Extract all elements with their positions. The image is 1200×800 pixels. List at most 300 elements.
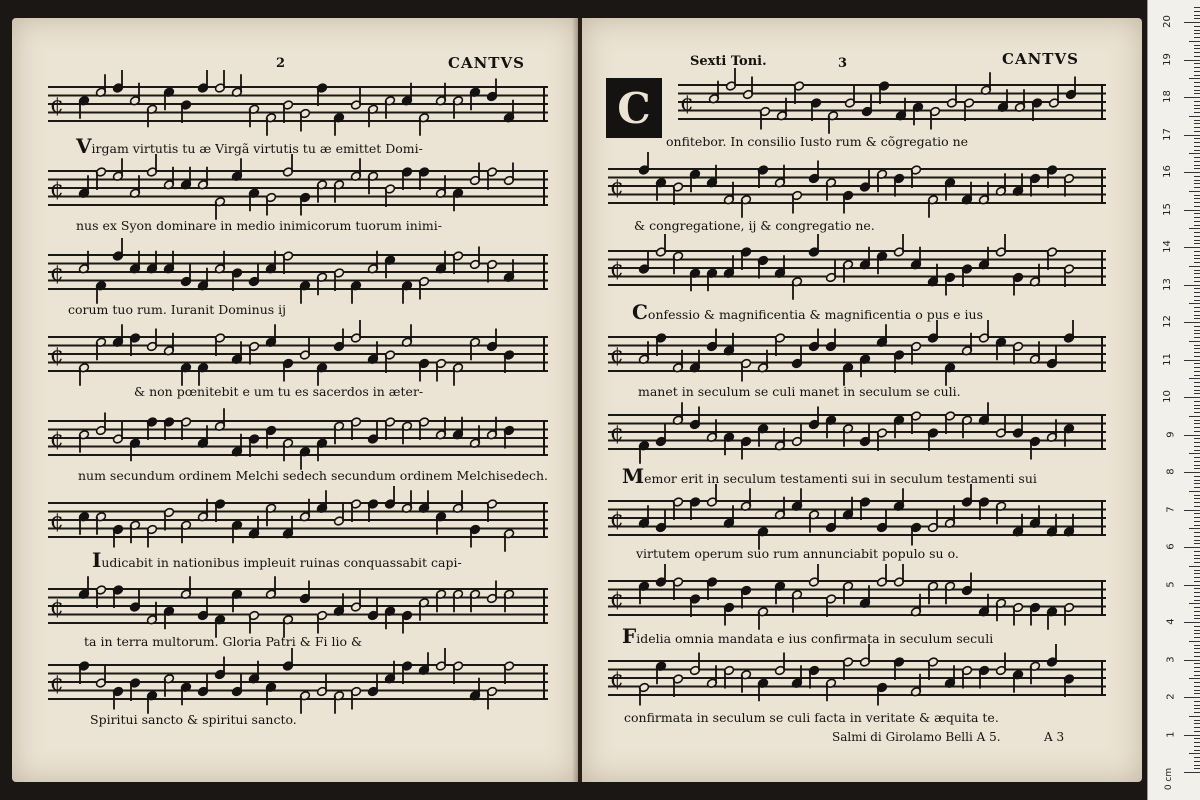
ruler-tick xyxy=(1189,191,1200,192)
music-notes xyxy=(608,400,1106,464)
music-notes xyxy=(608,646,1106,710)
ruler-tick xyxy=(1194,288,1200,289)
ruler-number: 12 xyxy=(1162,315,1174,328)
lyric-text: irgam virtutis tu æ Virgã virtutis tu æ emittet Domi- xyxy=(91,141,423,156)
right-page xyxy=(582,18,1142,782)
ruler-tick xyxy=(1194,146,1200,147)
staff xyxy=(608,414,1106,450)
staff xyxy=(608,336,1106,372)
ruler-tick xyxy=(1194,536,1200,537)
ruler-tick xyxy=(1194,330,1200,331)
music-notes xyxy=(48,240,548,304)
lyric-text: uranit Dominus ij xyxy=(175,302,287,317)
ruler-tick xyxy=(1189,228,1200,229)
ruler-tick xyxy=(1194,168,1200,169)
ruler-tick xyxy=(1189,153,1200,154)
music-notes xyxy=(678,70,1106,134)
ruler-tick xyxy=(1189,78,1200,79)
clef-glyph: ¢ xyxy=(50,93,64,118)
ruler-tick xyxy=(1184,285,1200,286)
lyric-text: emor erit in seculum testamenti sui in seculum testamenti sui xyxy=(644,471,1037,486)
ruler-tick xyxy=(1184,622,1200,623)
ruler-number: 3 xyxy=(1165,655,1177,663)
ruler-tick xyxy=(1189,416,1200,417)
ruler-tick xyxy=(1194,236,1200,237)
clef-glyph: ¢ xyxy=(610,507,624,532)
music-notes xyxy=(48,406,548,470)
ruler-tick xyxy=(1194,637,1200,638)
ruler-number: 13 xyxy=(1162,277,1174,291)
ruler-tick xyxy=(1194,86,1200,87)
ruler-tick xyxy=(1194,738,1200,739)
ruler-tick xyxy=(1194,521,1200,522)
lyric-line xyxy=(68,302,286,317)
ruler-number: 6 xyxy=(1165,543,1177,550)
ruler-number: 10 xyxy=(1162,390,1174,403)
ruler-tick xyxy=(1194,686,1200,687)
ruler-tick xyxy=(1184,772,1200,773)
ruler-tick xyxy=(1194,127,1200,128)
ruler-tick xyxy=(1194,221,1200,222)
ruler-tick xyxy=(1194,427,1200,428)
music-notes xyxy=(48,156,548,220)
staff xyxy=(608,168,1106,204)
clef-glyph: ¢ xyxy=(610,257,624,282)
ruler-tick xyxy=(1194,187,1200,188)
ruler-tick xyxy=(1189,716,1200,717)
ruler-tick xyxy=(1194,645,1200,646)
ruler-tick xyxy=(1194,11,1200,12)
left-page xyxy=(12,18,578,782)
ruler-tick xyxy=(1194,690,1200,691)
ruler-tick xyxy=(1194,498,1200,499)
ruler-tick xyxy=(1194,461,1200,462)
ruler-tick xyxy=(1194,525,1200,526)
ruler-tick xyxy=(1194,198,1200,199)
ruler-tick xyxy=(1194,217,1200,218)
music-notes xyxy=(608,322,1106,386)
measuring-ruler xyxy=(1147,0,1200,800)
ruler-tick xyxy=(1194,52,1200,53)
ruler-number: 1 xyxy=(1165,730,1177,738)
ruler-tick xyxy=(1189,753,1200,754)
ruler-tick xyxy=(1194,506,1200,507)
staff xyxy=(48,254,548,290)
ruler-tick xyxy=(1194,142,1200,143)
ruler-tick xyxy=(1194,667,1200,668)
ruler-tick xyxy=(1194,105,1200,106)
ruler-tick xyxy=(1189,303,1200,304)
ruler-tick xyxy=(1194,555,1200,556)
music-notes xyxy=(608,486,1106,550)
ruler-tick xyxy=(1194,468,1200,469)
ruler-tick xyxy=(1194,15,1200,16)
ruler-tick xyxy=(1184,547,1200,548)
ruler-tick xyxy=(1194,765,1200,766)
ruler-tick xyxy=(1194,202,1200,203)
staff xyxy=(48,664,548,700)
ruler-tick xyxy=(1194,558,1200,559)
ruler-tick xyxy=(1194,45,1200,46)
clef-glyph: ¢ xyxy=(50,509,64,534)
ruler-tick xyxy=(1184,210,1200,211)
ruler-tick xyxy=(1194,195,1200,196)
ruler-tick xyxy=(1189,453,1200,454)
ruler-number: 19 xyxy=(1162,52,1174,66)
ruler-tick xyxy=(1194,476,1200,477)
ruler-tick xyxy=(1189,528,1200,529)
ruler-tick xyxy=(1194,176,1200,177)
ruler-tick xyxy=(1194,82,1200,83)
printer-footer: Salmi di Girolamo Belli A 5. xyxy=(832,730,1001,744)
ruler-tick xyxy=(1194,183,1200,184)
initial-letter: V xyxy=(76,134,92,158)
ruler-tick xyxy=(1194,348,1200,349)
ruler-tick xyxy=(1189,678,1200,679)
ruler-tick xyxy=(1194,573,1200,574)
lyric-line xyxy=(76,218,442,233)
ruler-tick xyxy=(1194,618,1200,619)
clef-glyph: ¢ xyxy=(680,91,694,116)
ruler-tick xyxy=(1194,708,1200,709)
ruler-tick xyxy=(1194,723,1200,724)
ruler-tick xyxy=(1194,731,1200,732)
clef-glyph: ¢ xyxy=(610,175,624,200)
ruler-tick xyxy=(1194,67,1200,68)
ruler-tick xyxy=(1194,633,1200,634)
ruler-tick xyxy=(1194,165,1200,166)
ruler-tick xyxy=(1184,172,1200,173)
clef-glyph: ¢ xyxy=(610,421,624,446)
ruler-tick xyxy=(1194,258,1200,259)
staff xyxy=(48,86,548,122)
ruler-tick xyxy=(1189,566,1200,567)
lyric-text: manet in seculum se culi manet in seculum se culi. xyxy=(638,384,961,399)
ruler-tick xyxy=(1189,641,1200,642)
lyric-text: onfessio & magnificentia & magnificentia o pus e ius xyxy=(647,307,983,322)
lyric-line xyxy=(76,134,423,158)
ruler-tick xyxy=(1194,513,1200,514)
staff xyxy=(48,588,548,624)
ruler-tick xyxy=(1194,240,1200,241)
staff xyxy=(608,660,1106,696)
clef-glyph: ¢ xyxy=(50,595,64,620)
lyric-text: confirmata in seculum se culi facta in veritate & æquita te. xyxy=(624,710,999,725)
ruler-tick xyxy=(1194,465,1200,466)
ruler-tick xyxy=(1194,630,1200,631)
clef-glyph: ¢ xyxy=(610,667,624,692)
ruler-tick xyxy=(1194,615,1200,616)
ruler-tick xyxy=(1194,540,1200,541)
ruler-tick xyxy=(1194,375,1200,376)
ruler-tick xyxy=(1194,675,1200,676)
music-notes xyxy=(608,236,1106,300)
staff xyxy=(608,580,1106,616)
ruler-tick xyxy=(1184,247,1200,248)
ruler-tick xyxy=(1194,663,1200,664)
lyric-text: & congregatione, ij & congregatio ne. xyxy=(634,218,875,233)
ruler-tick xyxy=(1194,206,1200,207)
left-page-number: 2 xyxy=(276,56,287,71)
ruler-tick xyxy=(1194,487,1200,488)
ruler-tick xyxy=(1194,652,1200,653)
initial-letter: F xyxy=(622,624,637,648)
ruler-tick xyxy=(1194,251,1200,252)
ruler-tick xyxy=(1194,93,1200,94)
decorated-initial: C xyxy=(606,78,662,138)
ruler-tick xyxy=(1194,750,1200,751)
clef-glyph: ¢ xyxy=(610,343,624,368)
clef-glyph: ¢ xyxy=(610,587,624,612)
ruler-tick xyxy=(1194,138,1200,139)
lyric-line xyxy=(632,300,983,324)
ruler-tick xyxy=(1194,367,1200,368)
staff xyxy=(48,502,548,538)
ruler-tick xyxy=(1194,712,1200,713)
lyric-line xyxy=(622,624,993,648)
ruler-tick xyxy=(1194,270,1200,271)
ruler-tick xyxy=(1194,761,1200,762)
ruler-tick xyxy=(1194,607,1200,608)
lyric-text: nus ex Syon dominare in medio inimicorum tuorum inimi- xyxy=(76,218,442,233)
clef-glyph: ¢ xyxy=(50,671,64,696)
ruler-tick xyxy=(1194,648,1200,649)
lyric-text: idelia omnia mandata e ius confirmata in seculum seculi xyxy=(636,631,994,646)
staff xyxy=(48,170,548,206)
ruler-tick xyxy=(1184,60,1200,61)
ruler-tick xyxy=(1194,693,1200,694)
music-notes xyxy=(608,566,1106,630)
left-voice-label: CANTVS xyxy=(448,54,525,72)
ruler-tick xyxy=(1194,292,1200,293)
ruler-number: 7 xyxy=(1165,505,1177,513)
ruler-tick xyxy=(1194,401,1200,402)
ruler-tick xyxy=(1194,315,1200,316)
ruler-number: 9 xyxy=(1165,430,1177,438)
ruler-tick xyxy=(1184,322,1200,323)
ruler-tick xyxy=(1194,37,1200,38)
ruler-tick xyxy=(1194,442,1200,443)
ruler-tick xyxy=(1189,41,1200,42)
ruler-number: 2 xyxy=(1165,693,1177,700)
ruler-tick xyxy=(1194,90,1200,91)
music-notes xyxy=(48,650,548,714)
ruler-tick xyxy=(1194,562,1200,563)
lyric-line xyxy=(634,218,875,233)
ruler-tick xyxy=(1194,363,1200,364)
ruler-tick xyxy=(1194,757,1200,758)
ruler-tick xyxy=(1194,746,1200,747)
open-book xyxy=(12,18,1142,782)
lyric-line xyxy=(636,546,959,561)
lyric-line xyxy=(624,710,999,725)
ruler-tick xyxy=(1194,180,1200,181)
lyric-line xyxy=(134,384,423,399)
lyric-text: virtutem operum suo rum annunciabit populo su o. xyxy=(636,546,959,561)
ruler-tick xyxy=(1194,393,1200,394)
ruler-tick xyxy=(1194,150,1200,151)
ruler-tick xyxy=(1194,71,1200,72)
ruler-tick xyxy=(1194,277,1200,278)
ruler-tick xyxy=(1189,603,1200,604)
ruler-tick xyxy=(1194,386,1200,387)
ruler-tick xyxy=(1194,405,1200,406)
ruler-number: 8 xyxy=(1165,468,1177,475)
music-notes xyxy=(48,574,548,638)
ruler-unit-label: 0 cm xyxy=(1164,767,1175,791)
lyric-text: corum tuo rum. I xyxy=(68,302,176,317)
ruler-tick xyxy=(1194,483,1200,484)
ruler-tick xyxy=(1184,660,1200,661)
ruler-tick xyxy=(1194,570,1200,571)
ruler-tick xyxy=(1194,356,1200,357)
lyric-text: num secundum ordinem Melchi sedech secundum ordinem Melchisedech. xyxy=(78,468,548,483)
ruler-tick xyxy=(1194,243,1200,244)
staff xyxy=(48,420,548,456)
ruler-number: 4 xyxy=(1165,618,1177,625)
ruler-tick xyxy=(1194,577,1200,578)
ruler-number: 14 xyxy=(1162,240,1174,253)
ruler-tick xyxy=(1194,502,1200,503)
lyric-text: onfitebor. In consilio Iusto rum & cõgregatio ne xyxy=(666,134,969,149)
clef-glyph: ¢ xyxy=(50,177,64,202)
ruler-tick xyxy=(1194,281,1200,282)
ruler-tick xyxy=(1194,626,1200,627)
ruler-tick xyxy=(1194,543,1200,544)
ruler-number: 17 xyxy=(1162,127,1174,141)
ruler-tick xyxy=(1189,378,1200,379)
ruler-tick xyxy=(1194,720,1200,721)
lyric-line xyxy=(90,712,297,727)
ruler-tick xyxy=(1194,352,1200,353)
ruler-tick xyxy=(1194,446,1200,447)
lyric-text: & non pœnitebit e um tu es sacerdos in æter- xyxy=(134,384,424,399)
ruler-tick xyxy=(1194,63,1200,64)
staff xyxy=(678,84,1106,120)
ruler-tick xyxy=(1194,75,1200,76)
ruler-tick xyxy=(1194,532,1200,533)
ruler-tick xyxy=(1194,656,1200,657)
ruler-tick xyxy=(1194,18,1200,19)
ruler-tick xyxy=(1194,56,1200,57)
ruler-tick xyxy=(1194,273,1200,274)
ruler-tick xyxy=(1194,450,1200,451)
ruler-tick xyxy=(1194,101,1200,102)
ruler-tick xyxy=(1194,592,1200,593)
ruler-tick xyxy=(1194,120,1200,121)
ruler-tick xyxy=(1184,472,1200,473)
lyric-line xyxy=(666,134,968,149)
lyric-line xyxy=(92,548,462,572)
ruler-number: 18 xyxy=(1162,90,1174,103)
ruler-number: 15 xyxy=(1162,202,1174,216)
ruler-tick xyxy=(1194,420,1200,421)
ruler-tick xyxy=(1184,435,1200,436)
staff xyxy=(608,250,1106,286)
right-heading: Sexti Toni. xyxy=(690,54,767,69)
clef-glyph: ¢ xyxy=(50,427,64,452)
ruler-tick xyxy=(1194,326,1200,327)
ruler-tick xyxy=(1189,266,1200,267)
ruler-tick xyxy=(1184,585,1200,586)
ruler-tick xyxy=(1194,108,1200,109)
music-notes xyxy=(48,72,548,136)
ruler-tick xyxy=(1194,431,1200,432)
music-notes xyxy=(608,154,1106,218)
ruler-number: 20 xyxy=(1162,15,1174,28)
ruler-tick xyxy=(1194,727,1200,728)
ruler-tick xyxy=(1194,30,1200,31)
ruler-tick xyxy=(1194,390,1200,391)
right-page-number: 3 xyxy=(838,56,849,71)
ruler-number: 11 xyxy=(1162,352,1174,366)
lyric-line xyxy=(78,468,548,483)
ruler-number: 5 xyxy=(1165,580,1177,588)
ruler-tick xyxy=(1194,255,1200,256)
music-notes xyxy=(48,488,548,552)
ruler-tick xyxy=(1194,333,1200,334)
ruler-tick xyxy=(1194,112,1200,113)
ruler-tick xyxy=(1194,671,1200,672)
ruler-tick xyxy=(1184,510,1200,511)
lyric-line xyxy=(84,634,362,649)
ruler-tick xyxy=(1184,697,1200,698)
ruler-tick xyxy=(1184,397,1200,398)
lyric-line xyxy=(622,464,1037,488)
lyric-line xyxy=(638,384,961,399)
clef-glyph: ¢ xyxy=(50,261,64,286)
lyric-text: udicabit in nationibus impleuit ruinas conquassabit capi- xyxy=(101,555,462,570)
ruler-tick xyxy=(1184,135,1200,136)
signature-mark: A 3 xyxy=(1044,730,1065,744)
ruler-tick xyxy=(1194,517,1200,518)
ruler-tick xyxy=(1194,600,1200,601)
ruler-tick xyxy=(1194,611,1200,612)
ruler-tick xyxy=(1194,225,1200,226)
ruler-tick xyxy=(1194,337,1200,338)
ruler-tick xyxy=(1194,300,1200,301)
ruler-tick xyxy=(1194,213,1200,214)
ruler-tick xyxy=(1194,581,1200,582)
staff xyxy=(608,500,1106,536)
ruler-tick xyxy=(1194,318,1200,319)
ruler-tick xyxy=(1194,742,1200,743)
ruler-tick xyxy=(1194,131,1200,132)
initial-letter: C xyxy=(632,300,648,324)
ruler-tick xyxy=(1194,311,1200,312)
ruler-tick xyxy=(1194,551,1200,552)
ruler-tick xyxy=(1194,296,1200,297)
ruler-tick xyxy=(1194,7,1200,8)
initial-letter: I xyxy=(92,548,102,572)
ruler-tick xyxy=(1194,157,1200,158)
lyric-text: ta in terra multorum. G xyxy=(84,634,233,649)
right-voice-label: CANTVS xyxy=(1002,50,1079,68)
ruler-tick xyxy=(1194,307,1200,308)
ruler-tick xyxy=(1194,33,1200,34)
ruler-tick xyxy=(1194,345,1200,346)
ruler-tick xyxy=(1194,701,1200,702)
lyric-text: Spiritui sancto & spiritui sancto. xyxy=(90,712,297,727)
ruler-tick xyxy=(1189,341,1200,342)
ruler-tick xyxy=(1194,423,1200,424)
ruler-tick xyxy=(1194,438,1200,439)
ruler-tick xyxy=(1194,412,1200,413)
clef-glyph: ¢ xyxy=(50,343,64,368)
ruler-tick xyxy=(1194,371,1200,372)
ruler-tick xyxy=(1194,588,1200,589)
ruler-tick xyxy=(1194,495,1200,496)
